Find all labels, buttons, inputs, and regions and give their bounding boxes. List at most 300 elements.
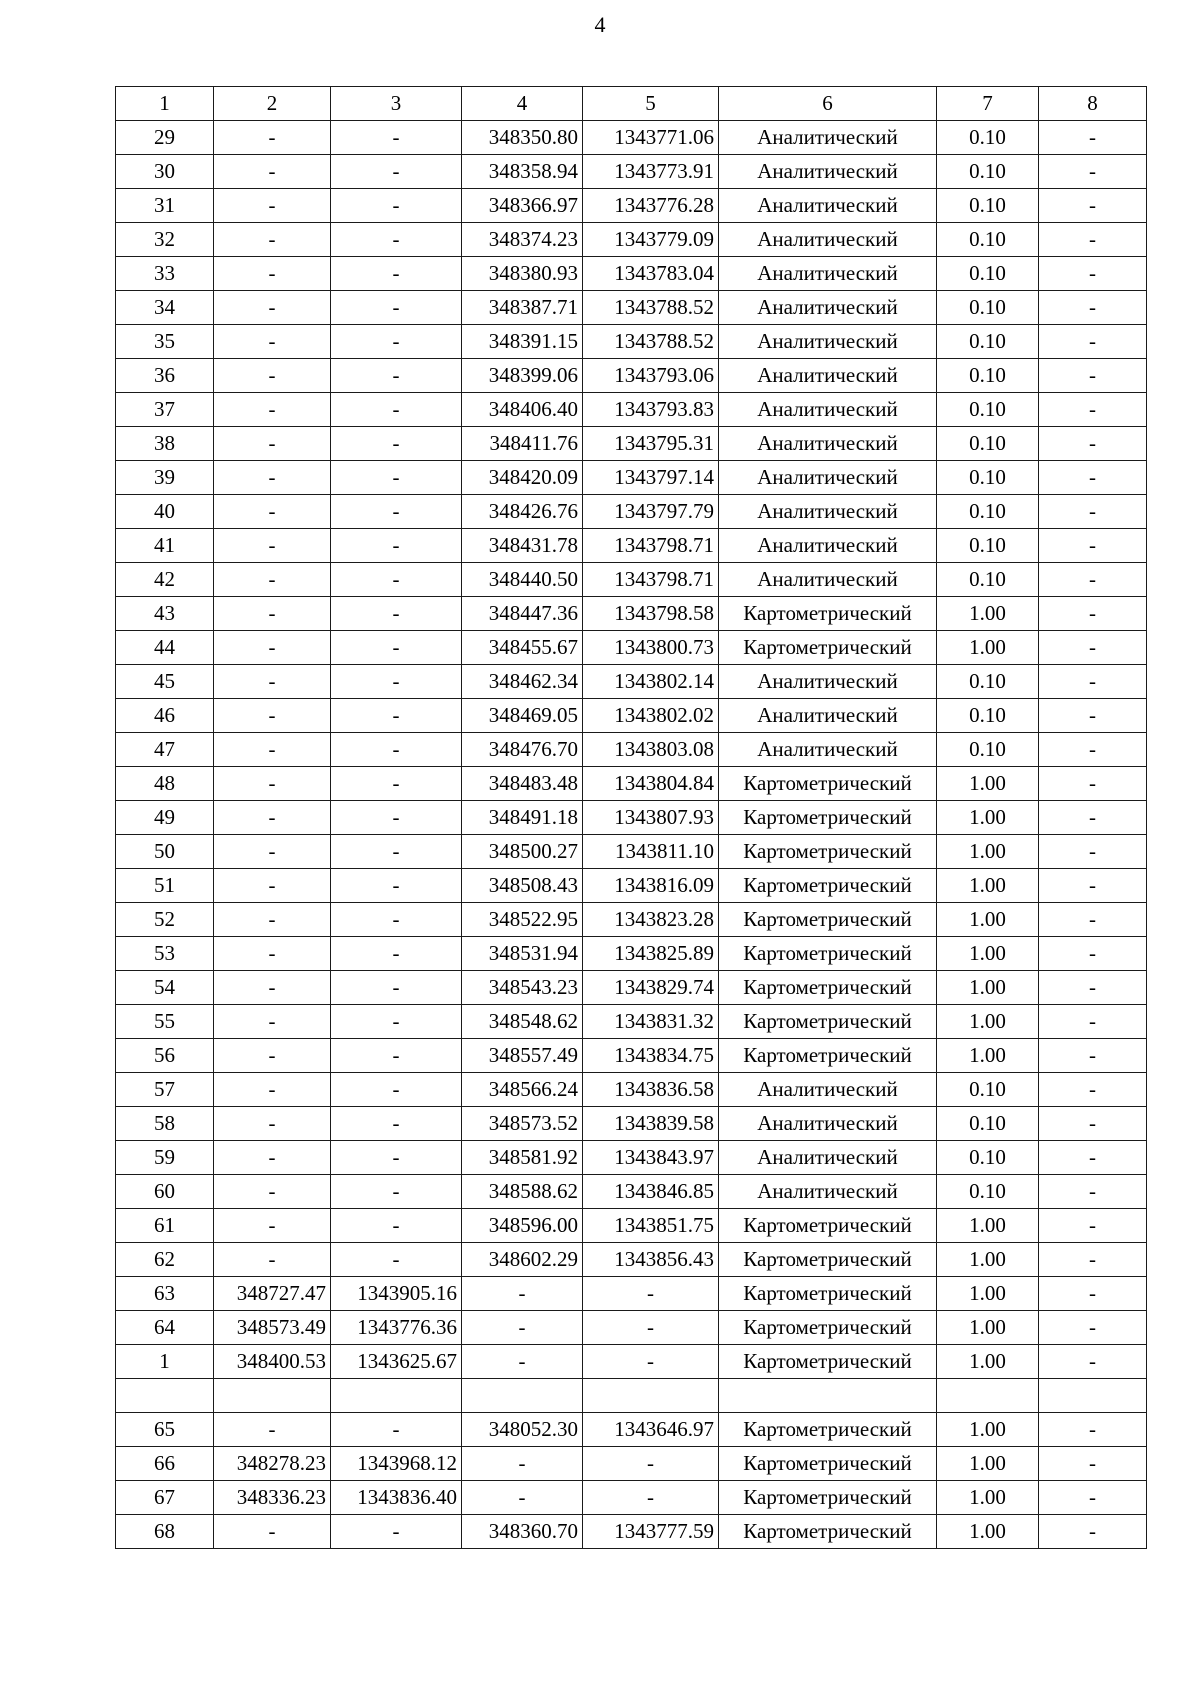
table-cell: - <box>331 1243 462 1277</box>
table-cell: 1.00 <box>937 1005 1039 1039</box>
table-cell: 0.10 <box>937 461 1039 495</box>
table-cell: 348366.97 <box>462 189 583 223</box>
table-cell: - <box>214 835 331 869</box>
table-cell: - <box>331 461 462 495</box>
header-cell: 1 <box>116 87 214 121</box>
table-cell: Картометрический <box>719 903 937 937</box>
table-cell: - <box>214 325 331 359</box>
table-cell: 1343803.08 <box>583 733 719 767</box>
table-cell: 68 <box>116 1515 214 1549</box>
table-cell: - <box>583 1277 719 1311</box>
table-cell: - <box>1039 563 1147 597</box>
table-cell: Аналитический <box>719 1175 937 1209</box>
table-cell: - <box>214 631 331 665</box>
table-cell: 348278.23 <box>214 1447 331 1481</box>
table-cell: - <box>214 189 331 223</box>
table-cell <box>1039 1379 1147 1413</box>
table-row <box>116 563 1147 597</box>
table-cell: Аналитический <box>719 699 937 733</box>
table-cell: 39 <box>116 461 214 495</box>
table-cell: 55 <box>116 1005 214 1039</box>
table-cell: - <box>1039 1175 1147 1209</box>
table-row <box>116 1141 1147 1175</box>
table-cell: - <box>1039 597 1147 631</box>
table-body <box>116 87 1147 1549</box>
table-cell: - <box>1039 1345 1147 1379</box>
table-cell: 0.10 <box>937 393 1039 427</box>
table-cell: 1343825.89 <box>583 937 719 971</box>
table-cell: - <box>214 563 331 597</box>
table-cell: 1 <box>116 1345 214 1379</box>
table-cell: - <box>331 563 462 597</box>
table-cell: 348380.93 <box>462 257 583 291</box>
table-cell: 348052.30 <box>462 1413 583 1447</box>
header-cell: 3 <box>331 87 462 121</box>
table-cell: 348522.95 <box>462 903 583 937</box>
table-cell: 0.10 <box>937 223 1039 257</box>
table-cell: - <box>214 427 331 461</box>
table-cell: 348491.18 <box>462 801 583 835</box>
table-cell: 348581.92 <box>462 1141 583 1175</box>
table-cell: - <box>462 1311 583 1345</box>
table-cell: - <box>214 1107 331 1141</box>
table-row <box>116 1515 1147 1549</box>
table-cell: - <box>214 1039 331 1073</box>
table-cell: 61 <box>116 1209 214 1243</box>
table-cell: Аналитический <box>719 1073 937 1107</box>
table-cell: 57 <box>116 1073 214 1107</box>
table-cell: 50 <box>116 835 214 869</box>
table-cell: 34 <box>116 291 214 325</box>
table-cell: - <box>331 1413 462 1447</box>
table-row <box>116 495 1147 529</box>
table-cell: 1.00 <box>937 767 1039 801</box>
table-cell: Аналитический <box>719 733 937 767</box>
table-cell: 0.10 <box>937 1141 1039 1175</box>
table-cell: - <box>1039 971 1147 1005</box>
table-cell: 1.00 <box>937 903 1039 937</box>
table-cell: 0.10 <box>937 121 1039 155</box>
table-row <box>116 903 1147 937</box>
table-cell: Картометрический <box>719 1039 937 1073</box>
table-cell: 348387.71 <box>462 291 583 325</box>
table-cell: Картометрический <box>719 1481 937 1515</box>
table-cell: - <box>1039 325 1147 359</box>
table-cell: - <box>331 223 462 257</box>
table-row <box>116 325 1147 359</box>
table-cell: - <box>331 529 462 563</box>
table-cell: - <box>331 1073 462 1107</box>
table-cell: 1.00 <box>937 1447 1039 1481</box>
table-cell: 1.00 <box>937 1345 1039 1379</box>
table-cell: 31 <box>116 189 214 223</box>
table-cell: 1343777.59 <box>583 1515 719 1549</box>
table-cell: - <box>331 869 462 903</box>
table-cell: 348602.29 <box>462 1243 583 1277</box>
table-cell <box>583 1379 719 1413</box>
table-cell: 1343776.36 <box>331 1311 462 1345</box>
table-cell: Картометрический <box>719 1005 937 1039</box>
table-cell: 54 <box>116 971 214 1005</box>
table-cell: 0.10 <box>937 189 1039 223</box>
table-cell: Аналитический <box>719 121 937 155</box>
table-cell: - <box>1039 1243 1147 1277</box>
table-row <box>116 1379 1147 1413</box>
table-row <box>116 767 1147 801</box>
table-cell: 1.00 <box>937 937 1039 971</box>
header-cell: 4 <box>462 87 583 121</box>
table-cell: 348476.70 <box>462 733 583 767</box>
table-cell: - <box>331 733 462 767</box>
table-cell: - <box>1039 359 1147 393</box>
table-cell: - <box>1039 529 1147 563</box>
table-cell: - <box>331 1107 462 1141</box>
table-cell: - <box>214 767 331 801</box>
table-cell: - <box>1039 1209 1147 1243</box>
table-cell: 1.00 <box>937 835 1039 869</box>
table-cell: - <box>1039 1515 1147 1549</box>
page-number: 4 <box>594 12 606 37</box>
table-cell: 348399.06 <box>462 359 583 393</box>
table-cell: 348469.05 <box>462 699 583 733</box>
table-cell: Аналитический <box>719 291 937 325</box>
table-cell: 40 <box>116 495 214 529</box>
table-cell: 1343905.16 <box>331 1277 462 1311</box>
table-cell: 348336.23 <box>214 1481 331 1515</box>
table-cell: - <box>1039 155 1147 189</box>
table-row <box>116 1073 1147 1107</box>
table-cell: - <box>583 1345 719 1379</box>
table-cell: 1343804.84 <box>583 767 719 801</box>
table-cell: 0.10 <box>937 665 1039 699</box>
table-cell: - <box>1039 1413 1147 1447</box>
table-cell: - <box>331 291 462 325</box>
table-row <box>116 1447 1147 1481</box>
table-cell: 1343646.97 <box>583 1413 719 1447</box>
table-cell: 43 <box>116 597 214 631</box>
table-cell: Картометрический <box>719 1447 937 1481</box>
table-cell: - <box>214 801 331 835</box>
table-cell: - <box>1039 631 1147 665</box>
table-cell: - <box>1039 937 1147 971</box>
table-cell: - <box>331 427 462 461</box>
table-cell: Картометрический <box>719 971 937 1005</box>
table-cell: - <box>331 495 462 529</box>
table-cell: 1343836.40 <box>331 1481 462 1515</box>
table-cell: 1343843.97 <box>583 1141 719 1175</box>
table-cell: 0.10 <box>937 1107 1039 1141</box>
table-row <box>116 529 1147 563</box>
table-cell: - <box>214 597 331 631</box>
table-cell: 348411.76 <box>462 427 583 461</box>
table-cell: - <box>1039 121 1147 155</box>
table-cell: 1343816.09 <box>583 869 719 903</box>
table-cell: Картометрический <box>719 801 937 835</box>
table-cell: 1.00 <box>937 1277 1039 1311</box>
table-row <box>116 155 1147 189</box>
table-cell: 52 <box>116 903 214 937</box>
table-cell: Картометрический <box>719 767 937 801</box>
table-cell: 1.00 <box>937 1039 1039 1073</box>
table-cell: - <box>1039 1073 1147 1107</box>
table-cell: 0.10 <box>937 1175 1039 1209</box>
table-cell: - <box>1039 1141 1147 1175</box>
table-cell: - <box>214 461 331 495</box>
table-cell: - <box>1039 665 1147 699</box>
table-cell: - <box>1039 1277 1147 1311</box>
table-cell: 1343797.14 <box>583 461 719 495</box>
table-row <box>116 665 1147 699</box>
table-cell: - <box>331 1175 462 1209</box>
table-cell: Картометрический <box>719 1209 937 1243</box>
table-cell: 41 <box>116 529 214 563</box>
table-cell: - <box>214 903 331 937</box>
table-cell: 66 <box>116 1447 214 1481</box>
table-cell: 1.00 <box>937 869 1039 903</box>
table-cell: 0.10 <box>937 155 1039 189</box>
table-cell: 348483.48 <box>462 767 583 801</box>
table-cell: - <box>462 1345 583 1379</box>
table-cell: 65 <box>116 1413 214 1447</box>
table-cell: 1343798.71 <box>583 563 719 597</box>
table-cell: 60 <box>116 1175 214 1209</box>
table-cell: 63 <box>116 1277 214 1311</box>
table-cell: Картометрический <box>719 1311 937 1345</box>
table-cell: 53 <box>116 937 214 971</box>
table-cell: 348508.43 <box>462 869 583 903</box>
table-cell: 46 <box>116 699 214 733</box>
table-cell: 1343779.09 <box>583 223 719 257</box>
table-cell: - <box>214 291 331 325</box>
table-cell: - <box>331 699 462 733</box>
table-row <box>116 835 1147 869</box>
table-cell: - <box>331 1141 462 1175</box>
table-cell: - <box>583 1447 719 1481</box>
table-cell: Картометрический <box>719 631 937 665</box>
table-cell: 1343851.75 <box>583 1209 719 1243</box>
table-cell: - <box>331 631 462 665</box>
table-cell: 0.10 <box>937 291 1039 325</box>
table-cell: 348391.15 <box>462 325 583 359</box>
table-cell: 348573.49 <box>214 1311 331 1345</box>
table-cell: 348548.62 <box>462 1005 583 1039</box>
table-cell: 348350.80 <box>462 121 583 155</box>
table-cell: 348420.09 <box>462 461 583 495</box>
table-row <box>116 1175 1147 1209</box>
table-cell: 47 <box>116 733 214 767</box>
table-cell: - <box>1039 1039 1147 1073</box>
table-cell: - <box>331 597 462 631</box>
table-cell <box>214 1379 331 1413</box>
table-cell: - <box>331 393 462 427</box>
table-row <box>116 1277 1147 1311</box>
table-cell: 348543.23 <box>462 971 583 1005</box>
table-cell: - <box>1039 189 1147 223</box>
table-cell: 1.00 <box>937 1243 1039 1277</box>
table-cell: Картометрический <box>719 1243 937 1277</box>
table-cell: 348406.40 <box>462 393 583 427</box>
table-cell: Аналитический <box>719 563 937 597</box>
table-cell: 58 <box>116 1107 214 1141</box>
table-cell: - <box>1039 1005 1147 1039</box>
table-cell: 348557.49 <box>462 1039 583 1073</box>
table-cell: - <box>1039 801 1147 835</box>
table-cell: Аналитический <box>719 393 937 427</box>
table-cell: 1343798.71 <box>583 529 719 563</box>
table-cell: - <box>583 1481 719 1515</box>
table-row <box>116 1413 1147 1447</box>
table-cell: - <box>214 1209 331 1243</box>
table-header-row <box>116 87 1147 121</box>
table-cell: 348455.67 <box>462 631 583 665</box>
table-cell: Картометрический <box>719 1413 937 1447</box>
table-cell: 0.10 <box>937 359 1039 393</box>
table-cell: Картометрический <box>719 869 937 903</box>
table-cell: - <box>462 1277 583 1311</box>
table-row <box>116 801 1147 835</box>
table-cell: 0.10 <box>937 1073 1039 1107</box>
table-cell: 1343776.28 <box>583 189 719 223</box>
table-cell: - <box>214 699 331 733</box>
table-row <box>116 257 1147 291</box>
table-cell: 1.00 <box>937 1311 1039 1345</box>
table-row <box>116 733 1147 767</box>
table-cell: 37 <box>116 393 214 427</box>
table-cell: 42 <box>116 563 214 597</box>
table-cell: Аналитический <box>719 257 937 291</box>
table-cell: 59 <box>116 1141 214 1175</box>
table-cell: - <box>331 665 462 699</box>
table-cell: - <box>1039 1311 1147 1345</box>
table-cell: 1.00 <box>937 597 1039 631</box>
table-cell: - <box>331 121 462 155</box>
table-row <box>116 1481 1147 1515</box>
table-cell: 1.00 <box>937 801 1039 835</box>
table-row <box>116 937 1147 971</box>
table-cell: 1343625.67 <box>331 1345 462 1379</box>
table-cell: - <box>214 1141 331 1175</box>
table-cell: 1343795.31 <box>583 427 719 461</box>
table-cell: 348374.23 <box>462 223 583 257</box>
table-row <box>116 1039 1147 1073</box>
table-cell: 1343793.06 <box>583 359 719 393</box>
table-cell: 348431.78 <box>462 529 583 563</box>
table-cell: - <box>331 1209 462 1243</box>
table-cell: Аналитический <box>719 325 937 359</box>
table-cell: 1343793.83 <box>583 393 719 427</box>
table-cell: 348360.70 <box>462 1515 583 1549</box>
table-cell: - <box>1039 869 1147 903</box>
table-cell: 1343823.28 <box>583 903 719 937</box>
table-cell: - <box>214 155 331 189</box>
table-cell <box>462 1379 583 1413</box>
table-cell: - <box>462 1447 583 1481</box>
table-cell: - <box>214 495 331 529</box>
table-cell <box>937 1379 1039 1413</box>
table-cell: Картометрический <box>719 937 937 971</box>
table-row <box>116 427 1147 461</box>
header-cell: 2 <box>214 87 331 121</box>
table-cell: 67 <box>116 1481 214 1515</box>
table-cell: Аналитический <box>719 1141 937 1175</box>
table-cell: - <box>331 1515 462 1549</box>
table-cell: - <box>1039 733 1147 767</box>
table-cell: 62 <box>116 1243 214 1277</box>
table-cell: - <box>214 529 331 563</box>
table-cell: - <box>1039 427 1147 461</box>
table-cell: 348500.27 <box>462 835 583 869</box>
header-cell: 8 <box>1039 87 1147 121</box>
table-row <box>116 1345 1147 1379</box>
table-cell: - <box>331 1005 462 1039</box>
table-cell: - <box>1039 461 1147 495</box>
table-row <box>116 461 1147 495</box>
table-cell: - <box>214 1413 331 1447</box>
table-cell: - <box>1039 767 1147 801</box>
table-cell: 1343788.52 <box>583 325 719 359</box>
header-cell: 6 <box>719 87 937 121</box>
table-cell: - <box>1039 257 1147 291</box>
table-cell: 0.10 <box>937 733 1039 767</box>
table-cell: Картометрический <box>719 1345 937 1379</box>
table-cell: 1343802.14 <box>583 665 719 699</box>
table-cell: 348447.36 <box>462 597 583 631</box>
table-cell: 348531.94 <box>462 937 583 971</box>
header-cell: 5 <box>583 87 719 121</box>
table-cell: Аналитический <box>719 223 937 257</box>
table-cell: - <box>214 937 331 971</box>
table-row <box>116 869 1147 903</box>
table-cell: - <box>583 1311 719 1345</box>
table-cell: 348426.76 <box>462 495 583 529</box>
table-cell: - <box>214 665 331 699</box>
table-row <box>116 631 1147 665</box>
table-cell: 0.10 <box>937 563 1039 597</box>
table-cell: Картометрический <box>719 1277 937 1311</box>
table-cell: 30 <box>116 155 214 189</box>
table-cell: Картометрический <box>719 835 937 869</box>
table-cell: 45 <box>116 665 214 699</box>
table-cell: - <box>1039 393 1147 427</box>
table-row <box>116 393 1147 427</box>
table-cell: 348573.52 <box>462 1107 583 1141</box>
table-cell: - <box>331 325 462 359</box>
table-cell: 1.00 <box>937 1481 1039 1515</box>
table-cell: 35 <box>116 325 214 359</box>
table-cell <box>331 1379 462 1413</box>
table-cell: 1343836.58 <box>583 1073 719 1107</box>
table-cell: - <box>214 359 331 393</box>
table-cell: 1343968.12 <box>331 1447 462 1481</box>
table-cell: - <box>331 257 462 291</box>
table-cell: 38 <box>116 427 214 461</box>
table-cell: - <box>331 767 462 801</box>
table-cell: 348596.00 <box>462 1209 583 1243</box>
table-cell: 0.10 <box>937 529 1039 563</box>
table-row <box>116 699 1147 733</box>
coordinates-table <box>115 86 1147 1549</box>
table-cell: 33 <box>116 257 214 291</box>
table-cell: Картометрический <box>719 1515 937 1549</box>
table-cell: 348588.62 <box>462 1175 583 1209</box>
table-cell: - <box>331 1039 462 1073</box>
table-row <box>116 189 1147 223</box>
table-cell: 0.10 <box>937 257 1039 291</box>
table-cell: 1343856.43 <box>583 1243 719 1277</box>
table-cell: 1.00 <box>937 1515 1039 1549</box>
table-cell: Аналитический <box>719 529 937 563</box>
table-cell: Аналитический <box>719 495 937 529</box>
